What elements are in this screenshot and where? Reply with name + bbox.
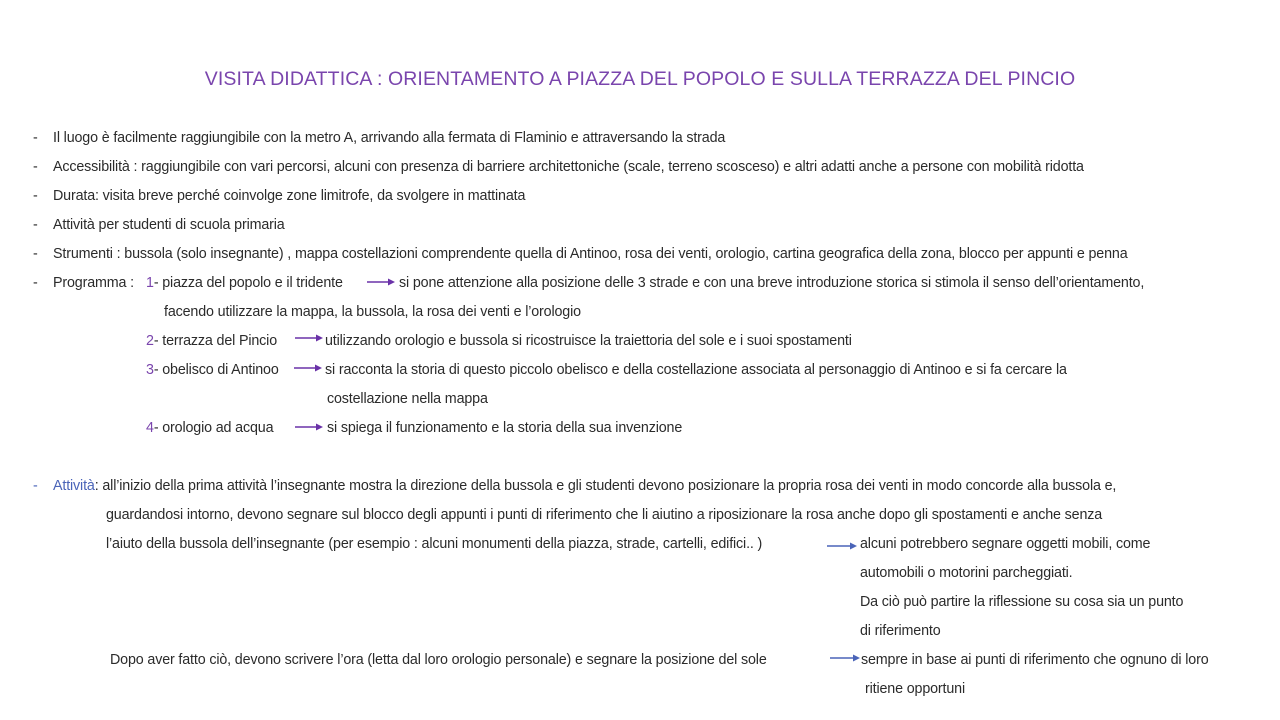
arrow-right-icon — [829, 652, 861, 664]
bullet-luogo: Il luogo è facilmente raggiungibile con la metro A, arrivando alla fermata di Flaminio e attraversando la strada — [53, 130, 726, 146]
step-description: si pone attenzione alla posizione delle 3 strade e con una breve introduzione storica si stimola il senso dell’orientamento, — [399, 275, 1145, 291]
attivita-note-4: di riferimento — [860, 623, 941, 639]
step-description: si spiega il funzionamento e la storia della sua invenzione — [327, 420, 683, 436]
step-description-continued: facendo utilizzare la mappa, la bussola, la rosa dei venti e l’orologio — [164, 304, 581, 320]
bullet-dash: - — [33, 217, 38, 233]
bullet-accessibilita: Accessibilità : raggiungibile con vari percorsi, alcuni con presenza di barriere architettoniche (scale, terreno scosceso) e altri adatti anche a persone con mobilità ridotta — [53, 159, 1084, 175]
step-description: si racconta la storia di questo piccolo obelisco e della costellazione associata al personaggio di Antinoo e si fa cercare la — [325, 362, 1067, 378]
step-description: utilizzando orologio e bussola si ricostruisce la traiettoria del sole e i suoi spostamenti — [325, 333, 852, 349]
step-description-continued: costellazione nella mappa — [327, 391, 488, 407]
programma-step-3 — [146, 361, 279, 379]
step-name: - obelisco di Antinoo — [153, 362, 279, 378]
programma-step-1 — [146, 274, 343, 292]
bullet-dash: - — [33, 188, 38, 204]
programma-step-2 — [146, 332, 277, 350]
programma-step-4 — [146, 419, 273, 437]
attivita-label: Attività — [53, 478, 95, 494]
attivita-text: : all’inizio della prima attività l’insegnante mostra la direzione della bussola e gli studenti devono posizionare la propria rosa dei venti in modo concorde alla bussola e, — [94, 478, 1117, 494]
attivita-note-2: automobili o motorini parcheggiati. — [860, 565, 1073, 581]
bullet-dash: - — [33, 478, 38, 494]
attivita-line-2: guardandosi intorno, devono segnare sul blocco degli appunti i punti di riferimento che li aiutino a riposizionare la rosa anche dopo gli spostamenti e anche senza — [106, 507, 1103, 523]
bullet-dash: - — [33, 246, 38, 262]
step-number: 2 — [146, 333, 154, 349]
step-number: 3 — [146, 362, 154, 378]
bullet-attivita-studenti: Attività per studenti di scuola primaria — [53, 217, 285, 233]
attivita-note-1: alcuni potrebbero segnare oggetti mobili, come — [860, 536, 1151, 552]
step-name: - piazza del popolo e il tridente — [153, 275, 343, 291]
bullet-dash: - — [33, 159, 38, 175]
bullet-dash: - — [33, 275, 38, 291]
arrow-right-icon — [294, 332, 324, 344]
slide-title: VISITA DIDATTICA : ORIENTAMENTO A PIAZZA DEL POPOLO E SULLA TERRAZZA DEL PINCIO — [204, 68, 1076, 90]
step-name: - terrazza del Pincio — [153, 333, 278, 349]
attivita-note-3: Da ciò può partire la riflessione su cosa sia un punto — [860, 594, 1184, 610]
arrow-right-icon — [826, 540, 858, 552]
step-number: 1 — [146, 275, 154, 291]
attivita-line-3: l’aiuto della bussola dell’insegnante (per esempio : alcuni monumenti della piazza, strade, cartelli, edifici.. ) — [106, 536, 763, 552]
bullet-durata: Durata: visita breve perché coinvolge zone limitrofe, da svolgere in mattinata — [53, 188, 526, 204]
attivita-line-4: Dopo aver fatto ciò, devono scrivere l’ora (letta dal loro orologio personale) e segnare la posizione del sole — [110, 652, 767, 668]
attivita-note-5: sempre in base ai punti di riferimento che ognuno di loro — [861, 652, 1209, 668]
bullet-strumenti: Strumenti : bussola (solo insegnante) , mappa costellazioni comprendente quella di Antinoo, rosa dei venti, orologio, cartina geografica della zona, blocco per appunti e penna — [53, 246, 1128, 262]
arrow-right-icon — [293, 362, 323, 374]
bullet-dash: - — [33, 130, 38, 146]
attivita-note-6: ritiene opportuni — [865, 681, 965, 697]
step-number: 4 — [146, 420, 154, 436]
arrow-right-icon — [294, 421, 324, 433]
programma-label: Programma : — [53, 275, 134, 291]
arrow-right-icon — [366, 276, 396, 288]
attivita-line-1 — [53, 477, 1116, 495]
step-name: - orologio ad acqua — [153, 420, 274, 436]
